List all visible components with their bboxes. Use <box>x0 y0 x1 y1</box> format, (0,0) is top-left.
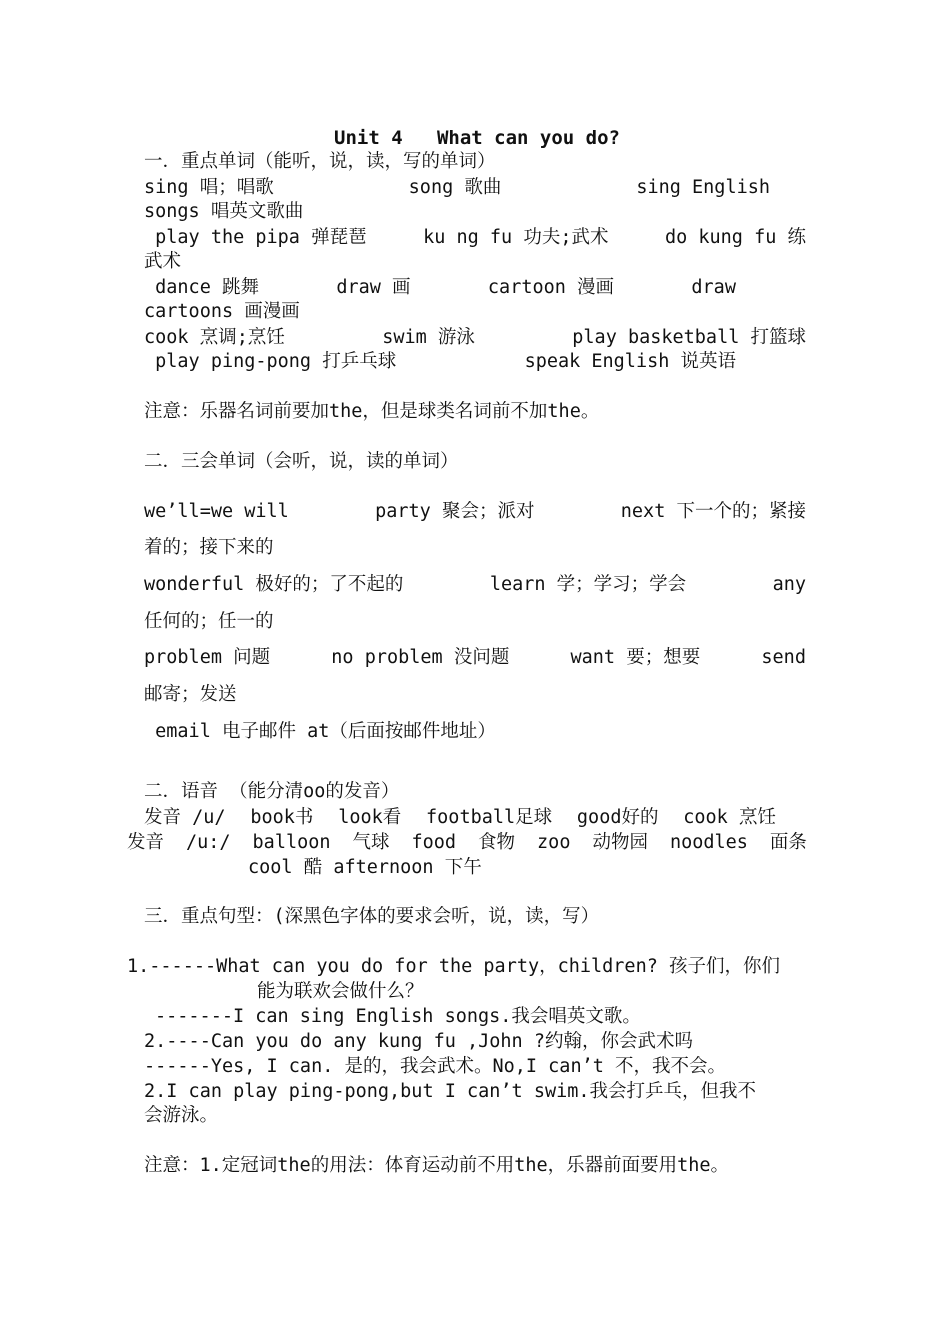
sentence-line: 会游泳。 <box>144 1105 219 1126</box>
vocab-line <box>144 226 806 250</box>
vocab-item: next 下一个的；紧接 <box>620 501 806 522</box>
phonics-item: book书 <box>250 807 314 828</box>
phonics-line <box>127 831 807 855</box>
phonics-item: football足球 <box>426 807 553 828</box>
sentence-line: 能为联欢会做什么？ <box>257 981 424 1002</box>
vocab-line <box>144 646 806 670</box>
phonics-line <box>144 806 776 830</box>
vocab-line: 任何的；任一的 <box>144 611 274 632</box>
vocab-item: we’ll=we will <box>144 501 289 522</box>
vocab-item: swim 游泳 <box>382 327 475 348</box>
vocab-line: 武术 <box>144 251 182 272</box>
vocab-item: draw 画 <box>336 277 411 298</box>
sentence-line: ------Yes, I can. 是的，我会武术。No,I can’t 不，我不会。 <box>144 1056 727 1077</box>
section-heading-key-sentences: 三．重点句型：(深黑色字体的要求会听，说，读，写） <box>144 906 600 927</box>
phonics-item: food <box>411 832 457 853</box>
sentence-line: 1.------What can you do for the party，children? 孩子们，你们 <box>127 956 780 977</box>
vocab-line <box>144 276 736 300</box>
section-heading-recognition-words: 二．三会单词（会听，说，读的单词） <box>144 451 459 472</box>
vocab-item: sing 唱；唱歌 <box>144 177 274 198</box>
phonics-item: 面条 <box>769 832 807 853</box>
phonics-item: cook 烹饪 <box>683 807 776 828</box>
vocab-line: 邮寄；发送 <box>144 684 237 705</box>
vocab-item: cook 烹调;烹饪 <box>144 327 285 348</box>
vocab-item: play basketball 打篮球 <box>572 327 806 348</box>
vocab-item: cartoon 漫画 <box>487 277 615 298</box>
phonics-item: 发音 <box>127 832 165 853</box>
phonics-item: good好的 <box>576 807 659 828</box>
vocab-item: wonderful 极好的；了不起的 <box>144 574 404 595</box>
phonics-line: cool 酷 afternoon 下午 <box>248 857 482 878</box>
phonics-item: noodles <box>669 832 748 853</box>
vocab-item: play the pipa 弹琵琶 <box>144 227 367 248</box>
vocab-line: 着的；接下来的 <box>144 537 274 558</box>
section-heading-phonics: 二．语音 （能分清oo的发音） <box>144 781 400 802</box>
vocab-item: want 要；想要 <box>570 647 701 668</box>
vocab-item: any <box>772 574 806 595</box>
vocab-line <box>144 350 736 374</box>
vocab-line: songs 唱英文歌曲 <box>144 201 304 222</box>
sentence-line: 2.----Can you do any kung fu ,John ?约翰，你会武术吗 <box>144 1031 693 1052</box>
vocab-line <box>144 176 770 200</box>
sentence-line: -------I can sing English songs.我会唱英文歌。 <box>155 1006 641 1027</box>
vocab-line <box>144 500 806 524</box>
phonics-item: 气球 <box>352 832 390 853</box>
vocab-item: play ping-pong 打乒乓球 <box>144 351 397 372</box>
vocab-line <box>144 326 806 350</box>
vocab-item: send <box>761 647 806 668</box>
phonics-item: look看 <box>338 807 402 828</box>
vocab-item: song 歌曲 <box>408 177 502 198</box>
vocab-line <box>144 573 806 597</box>
phonics-item: 发音 /u/ <box>144 807 226 828</box>
section-heading-key-words: 一．重点单词（能听，说，读，写的单词） <box>144 151 496 172</box>
phonics-item: zoo <box>537 832 571 853</box>
page-title: Unit 4 What can you do? <box>334 127 620 149</box>
vocab-item: draw <box>691 277 736 298</box>
vocab-item: ku ng fu 功夫;武术 <box>423 227 609 248</box>
vocab-item: no problem 没问题 <box>331 647 510 668</box>
phonics-item: /u:/ <box>186 832 231 853</box>
note-text: 注意：1.定冠词the的用法：体育运动前不用the，乐器前面要用the。 <box>144 1155 730 1176</box>
vocab-item: do kung fu 练 <box>664 227 806 248</box>
vocab-item: speak English 说英语 <box>524 351 736 372</box>
vocab-item: dance 跳舞 <box>144 277 259 298</box>
phonics-item: balloon <box>252 832 331 853</box>
vocab-item: problem 问题 <box>144 647 271 668</box>
note-text: 注意：乐器名词前要加the，但是球类名词前不加the。 <box>144 401 600 422</box>
vocab-item: learn 学；学习；学会 <box>489 574 687 595</box>
vocab-line: email 电子邮件 at（后面按邮件地址） <box>144 721 496 742</box>
vocab-item: sing English <box>636 177 770 198</box>
vocab-item: party 聚会；派对 <box>375 501 535 522</box>
vocab-line: cartoons 画漫画 <box>144 301 300 322</box>
sentence-line: 2.I can play ping-pong,but I can’t swim.我会打乒乓，但我不 <box>144 1081 757 1102</box>
phonics-item: 食物 <box>478 832 516 853</box>
phonics-item: 动物园 <box>592 832 648 853</box>
